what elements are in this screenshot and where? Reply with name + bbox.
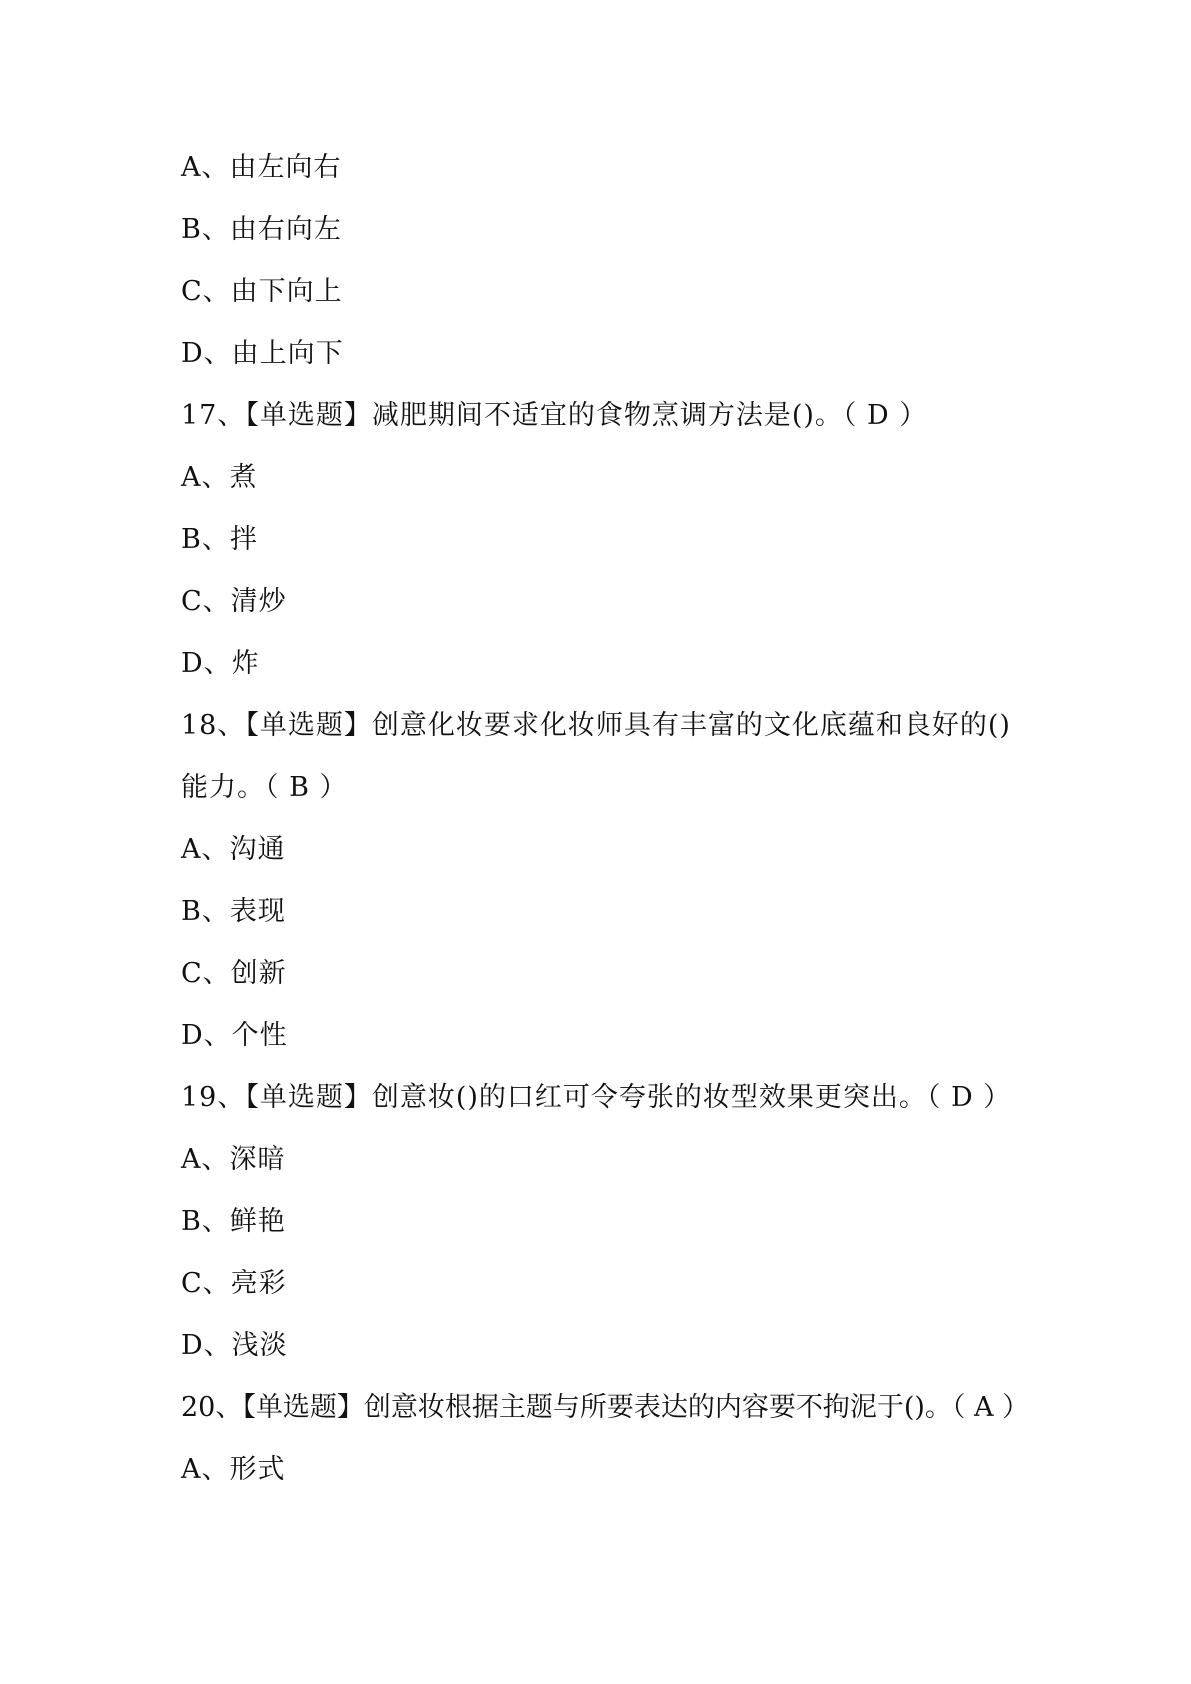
q20-option-a: A、形式 bbox=[181, 1454, 286, 1485]
q17-option-a: A、煮 bbox=[181, 462, 258, 493]
q18-option-a: A、沟通 bbox=[181, 834, 286, 865]
q16-option-a: A、由左向右 bbox=[181, 152, 342, 183]
q19-option-a: A、深暗 bbox=[181, 1144, 286, 1175]
q18-option-d: D、个性 bbox=[181, 1020, 288, 1051]
q19-option-d: D、浅淡 bbox=[181, 1330, 288, 1361]
question-18-continued: 能力。（ B ） bbox=[181, 772, 348, 803]
q17-option-b: B、拌 bbox=[181, 524, 258, 555]
q18-option-b: B、表现 bbox=[181, 896, 286, 927]
q18-option-c: C、创新 bbox=[181, 958, 287, 989]
q16-option-d: D、由上向下 bbox=[181, 338, 344, 369]
question-19: 19、【单选题】创意妆()的口红可令夸张的妆型效果更突出。（ D ） bbox=[181, 1082, 1012, 1113]
question-20: 20、【单选题】创意妆根据主题与所要表达的内容要不拘泥于()。（ A ） bbox=[181, 1392, 1030, 1423]
q17-option-c: C、清炒 bbox=[181, 586, 287, 617]
q16-option-b: B、由右向左 bbox=[181, 214, 342, 245]
q17-option-d: D、炸 bbox=[181, 648, 260, 679]
q19-option-c: C、亮彩 bbox=[181, 1268, 287, 1299]
q19-option-b: B、鲜艳 bbox=[181, 1206, 286, 1237]
question-17: 17、【单选题】减肥期间不适宜的食物烹调方法是()。（ D ） bbox=[181, 400, 928, 431]
q16-option-c: C、由下向上 bbox=[181, 276, 343, 307]
question-18: 18、【单选题】创意化妆要求化妆师具有丰富的文化底蕴和良好的() bbox=[181, 710, 1011, 741]
